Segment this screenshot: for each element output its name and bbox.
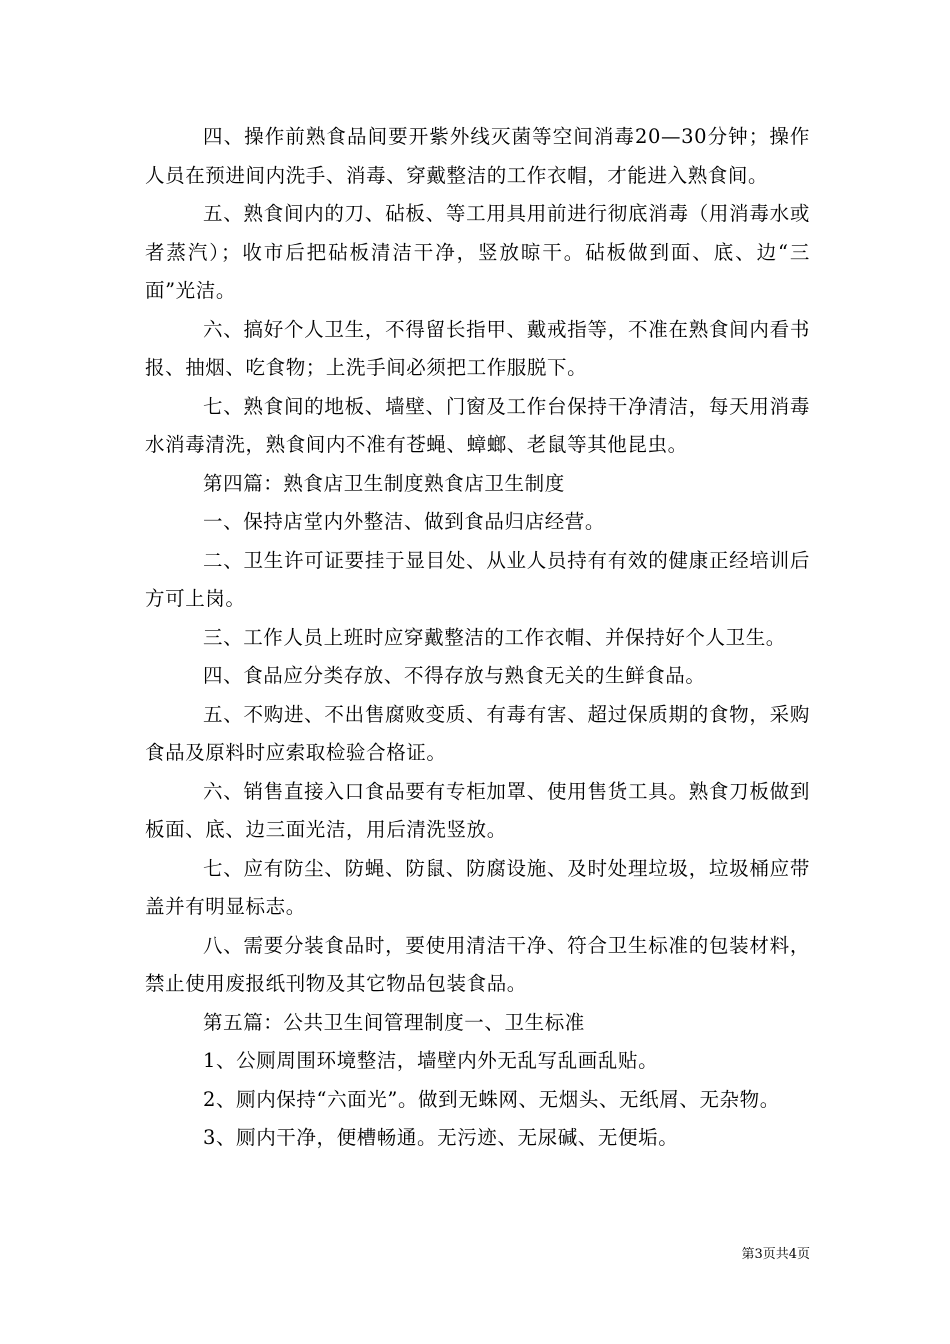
paragraph: 二、卫生许可证要挂于显目处、从业人员持有有效的健康正经培训后方可上岗。 <box>145 548 810 610</box>
section-heading: 第五篇：公共卫生间管理制度一、卫生标准 <box>203 1010 585 1034</box>
paragraph: 三、工作人员上班时应穿戴整洁的工作衣帽、并保持好个人卫生。 <box>203 625 786 649</box>
section-heading: 第四篇：熟食店卫生制度熟食店卫生制度 <box>203 471 565 495</box>
paragraph: 一、保持店堂内外整洁、做到食品归店经营。 <box>203 510 606 533</box>
page-number: 第3页共4页 <box>741 1247 810 1262</box>
paragraph: 六、搞好个人卫生，不得留长指甲、戴戒指等，不准在熟食间内看书报、抽烟、吃食物；上洗手间必须把工作服脱下。 <box>145 317 810 379</box>
paragraph: 五、熟食间内的刀、砧板、等工用具用前进行彻底消毒（用消毒水或者蒸汽）；收市后把砧板清洁干净，竖放晾干。砧板做到面、底、边“三面”光洁。 <box>145 202 810 302</box>
paragraph: 2、厕内保持“六面光”。做到无蛛网、无烟头、无纸屑、无杂物。 <box>203 1087 780 1111</box>
paragraph: 七、应有防尘、防蝇、防鼠、防腐设施、及时处理垃圾，垃圾桶应带盖并有明显标志。 <box>145 856 810 918</box>
paragraph: 五、不购进、不出售腐败变质、有毒有害、超过保质期的食物，采购食品及原料时应索取检验合格证。 <box>145 702 810 764</box>
paragraph: 七、熟食间的地板、墙壁、门窗及工作台保持干净清洁，每天用消毒水消毒清洗，熟食间内不准有苍蝇、蟑螂、老鼠等其他昆虫。 <box>145 394 810 456</box>
paragraph: 八、需要分装食品时，要使用清洁干净、符合卫生标准的包装材料，禁止使用废报纸刊物及其它物品包装食品。 <box>145 933 810 995</box>
document-body <box>145 118 810 1158</box>
paragraph: 四、操作前熟食品间要开紫外线灭菌等空间消毒20—30分钟；操作人员在预进间内洗手、消毒、穿戴整洁的工作衣帽，才能进入熟食间。 <box>145 125 810 187</box>
paragraph: 六、销售直接入口食品要有专柜加罩、使用售货工具。熟食刀板做到板面、底、边三面光洁，用后清洗竖放。 <box>145 779 810 841</box>
paragraph: 3、厕内干净，便槽畅通。无污迹、无尿碱、无便垢。 <box>203 1126 679 1149</box>
paragraph: 四、食品应分类存放、不得存放与熟食无关的生鲜食品。 <box>203 664 706 687</box>
paragraph: 1、公厕周围环境整洁，墙壁内外无乱写乱画乱贴。 <box>203 1049 659 1072</box>
